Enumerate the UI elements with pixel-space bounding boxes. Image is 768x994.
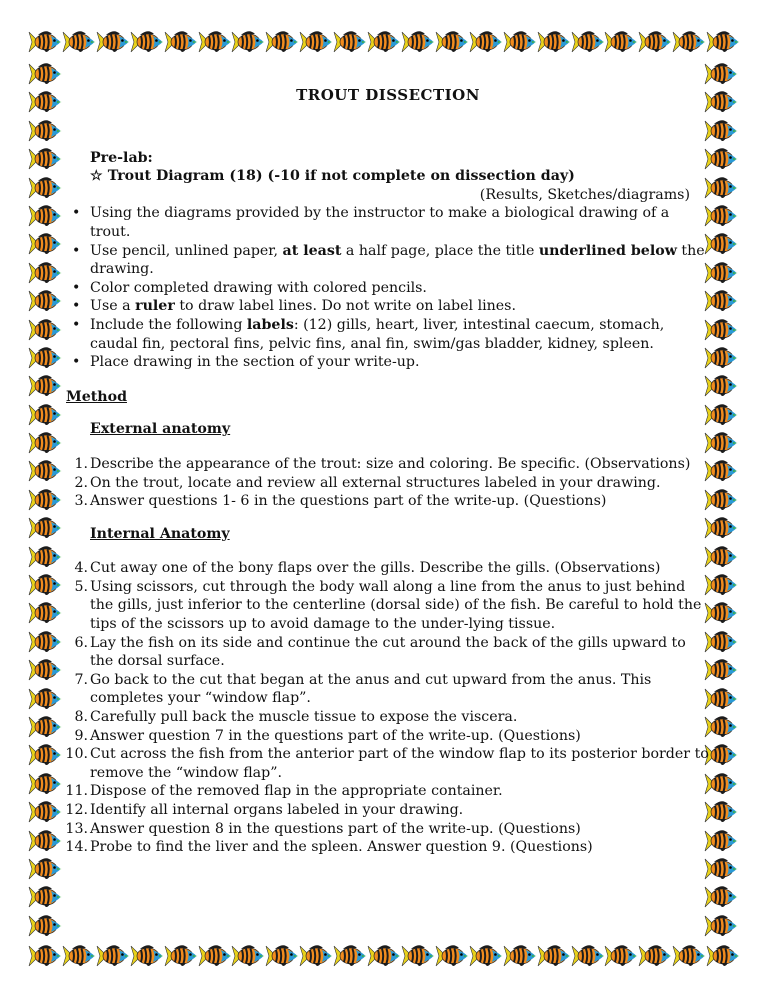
angelfish-icon	[604, 942, 638, 970]
angelfish-icon	[28, 741, 62, 769]
angelfish-icon	[28, 88, 62, 116]
angelfish-icon	[265, 942, 299, 970]
angelfish-icon	[367, 942, 401, 970]
bullet-emphasis: labels	[246, 316, 294, 333]
angelfish-icon	[28, 344, 62, 372]
angelfish-icon	[638, 28, 672, 56]
bullet-emphasis: underlined below	[538, 242, 677, 259]
bullet-text: Include the following	[90, 316, 247, 333]
angelfish-icon	[704, 912, 738, 940]
angelfish-icon	[28, 174, 62, 202]
step-number: 8.	[74, 709, 88, 726]
angelfish-icon	[28, 628, 62, 656]
angelfish-icon	[28, 457, 62, 485]
internal-steps-list	[66, 559, 710, 857]
step-item	[66, 492, 710, 511]
step-text: Go back to the cut that began at the anus and cut upward from the anus. This completes your “window flap”.	[90, 671, 652, 707]
angelfish-icon	[333, 28, 367, 56]
bullet-emphasis: at least	[282, 242, 342, 259]
angelfish-icon	[231, 942, 265, 970]
angelfish-icon	[503, 942, 537, 970]
angelfish-icon	[704, 883, 738, 911]
bullet-item	[66, 279, 710, 298]
prelab-heading: Pre-lab:	[90, 149, 153, 166]
angelfish-icon	[96, 28, 130, 56]
document-body	[66, 78, 710, 857]
bullet-text: a half page, place the title	[341, 242, 539, 259]
step-number: 6.	[74, 634, 88, 651]
angelfish-icon	[28, 259, 62, 287]
angelfish-icon	[164, 28, 198, 56]
angelfish-icon	[401, 942, 435, 970]
bullet-item	[66, 316, 710, 353]
angelfish-icon	[198, 28, 232, 56]
angelfish-icon	[28, 798, 62, 826]
step-text: Dispose of the removed flap in the appropriate container.	[90, 783, 503, 800]
step-number: 1.	[74, 455, 88, 472]
angelfish-icon	[706, 942, 740, 970]
angelfish-icon	[28, 571, 62, 599]
angelfish-icon	[28, 656, 62, 684]
star-icon: ☆	[90, 168, 103, 185]
angelfish-icon	[672, 942, 706, 970]
step-text: Answer question 7 in the questions part of the write-up. (Questions)	[90, 727, 581, 744]
angelfish-icon	[571, 28, 605, 56]
step-item	[66, 801, 710, 820]
angelfish-icon	[28, 685, 62, 713]
angelfish-icon	[469, 942, 503, 970]
prelab-bullet-list	[66, 204, 710, 371]
step-number: 14.	[65, 839, 88, 856]
step-text: Identify all internal organs labeled in your drawing.	[90, 802, 464, 818]
fish-border-left	[28, 60, 64, 940]
angelfish-icon	[62, 28, 96, 56]
angelfish-icon	[435, 28, 469, 56]
angelfish-icon	[299, 942, 333, 970]
step-item	[66, 708, 710, 727]
step-text: Answer questions 1- 6 in the questions part of the write-up. (Questions)	[90, 493, 607, 510]
step-item	[66, 559, 710, 578]
step-item	[66, 782, 710, 801]
bullet-text: the drawing.	[90, 242, 705, 278]
angelfish-icon	[28, 486, 62, 514]
bullet-item	[66, 353, 710, 372]
step-item	[66, 838, 710, 857]
angelfish-icon	[28, 145, 62, 173]
angelfish-icon	[638, 942, 672, 970]
step-text: Carefully pull back the muscle tissue to expose the viscera.	[90, 709, 518, 726]
bullet-item	[66, 297, 710, 316]
angelfish-icon	[28, 543, 62, 571]
angelfish-icon	[130, 942, 164, 970]
step-text: Lay the fish on its side and continue the cut around the back of the gills upward to the dorsal surface.	[90, 634, 686, 670]
angelfish-icon	[28, 883, 62, 911]
angelfish-icon	[28, 713, 62, 741]
step-number: 10.	[65, 746, 88, 763]
step-number: 5.	[74, 578, 88, 595]
angelfish-icon	[28, 770, 62, 798]
bullet-text: Place drawing in the section of your write-up.	[90, 354, 420, 371]
fish-border-bottom	[28, 942, 740, 974]
angelfish-icon	[231, 28, 265, 56]
step-item	[66, 474, 710, 493]
angelfish-icon	[28, 287, 62, 315]
step-number: 4.	[74, 560, 88, 577]
angelfish-icon	[706, 28, 740, 56]
external-steps-list	[66, 455, 710, 511]
angelfish-icon	[28, 514, 62, 542]
step-item	[66, 727, 710, 746]
angelfish-icon	[672, 28, 706, 56]
step-text: Answer question 8 in the questions part of the write-up. (Questions)	[90, 820, 581, 837]
angelfish-icon	[28, 372, 62, 400]
angelfish-icon	[198, 942, 232, 970]
angelfish-icon	[130, 28, 164, 56]
method-heading: Method	[66, 388, 127, 405]
angelfish-icon	[571, 942, 605, 970]
angelfish-icon	[28, 28, 62, 56]
step-number: 7.	[74, 671, 88, 688]
internal-anatomy-heading: Internal Anatomy	[90, 525, 230, 542]
angelfish-icon	[164, 942, 198, 970]
angelfish-icon	[28, 827, 62, 855]
angelfish-icon	[96, 942, 130, 970]
external-anatomy-heading: External anatomy	[90, 421, 231, 438]
step-item	[66, 745, 710, 782]
angelfish-icon	[401, 28, 435, 56]
step-text: Probe to find the liver and the spleen. Answer question 9. (Questions)	[90, 839, 593, 856]
page-title: TROUT DISSECTION	[296, 86, 480, 104]
step-text: On the trout, locate and review all external structures labeled in your drawing.	[90, 474, 661, 491]
angelfish-icon	[704, 855, 738, 883]
angelfish-icon	[435, 942, 469, 970]
bullet-text: : (12) gills, heart, liver, intestinal caecum, stomach, caudal fin, pectoral fins, pelvic fins, anal fin, swim/gas bladder, kidney, spleen.	[90, 316, 665, 352]
angelfish-icon	[28, 316, 62, 344]
bullet-emphasis: ruler	[135, 298, 175, 315]
angelfish-icon	[28, 60, 62, 88]
bullet-text: Use pencil, unlined paper,	[90, 242, 283, 259]
step-number: 2.	[74, 474, 88, 491]
step-number: 13.	[65, 820, 88, 837]
angelfish-icon	[503, 28, 537, 56]
angelfish-icon	[28, 401, 62, 429]
step-item	[66, 455, 710, 474]
angelfish-icon	[62, 942, 96, 970]
step-item	[66, 578, 710, 634]
angelfish-icon	[28, 202, 62, 230]
angelfish-icon	[28, 912, 62, 940]
bullet-text: Use a	[90, 298, 136, 315]
angelfish-icon	[28, 599, 62, 627]
step-item	[66, 634, 710, 671]
angelfish-icon	[537, 28, 571, 56]
step-number: 12.	[65, 802, 88, 818]
angelfish-icon	[367, 28, 401, 56]
step-number: 11.	[65, 783, 88, 800]
step-text: Cut across the fish from the anterior part of the window flap to its posterior border to remove the “window flap”.	[90, 746, 709, 781]
angelfish-icon	[537, 942, 571, 970]
trout-diagram-label: Trout Diagram (18) (-10 if not complete on dissection day)	[107, 168, 575, 185]
angelfish-icon	[28, 855, 62, 883]
angelfish-icon	[28, 117, 62, 145]
results-note: (Results, Sketches/diagrams)	[479, 186, 690, 203]
step-number: 9.	[74, 727, 88, 744]
angelfish-icon	[28, 429, 62, 457]
angelfish-icon	[28, 942, 62, 970]
step-text: Describe the appearance of the trout: size and coloring. Be specific. (Observations)	[90, 455, 691, 472]
step-item	[66, 820, 710, 839]
bullet-text: to draw label lines. Do not write on label lines.	[174, 298, 516, 315]
bullet-text: Using the diagrams provided by the instructor to make a biological drawing of a trout.	[90, 205, 670, 240]
bullet-item	[66, 204, 710, 241]
step-item	[66, 671, 710, 708]
step-text: Cut away one of the bony flaps over the gills. Describe the gills. (Observations)	[90, 560, 661, 577]
angelfish-icon	[265, 28, 299, 56]
bullet-item	[66, 242, 710, 279]
step-number: 3.	[74, 493, 88, 510]
fish-border-top	[28, 28, 740, 60]
angelfish-icon	[299, 28, 333, 56]
trout-diagram-line	[66, 167, 710, 186]
angelfish-icon	[469, 28, 503, 56]
step-text: Using scissors, cut through the body wall along a line from the anus to just behind the gills, just inferior to the centerline (dorsal side) of the fish. Be careful to hold the tips of the scissors up to avoid damage to the under-lying tissue.	[90, 578, 702, 633]
angelfish-icon	[333, 942, 367, 970]
angelfish-icon	[28, 230, 62, 258]
angelfish-icon	[604, 28, 638, 56]
bullet-text: Color completed drawing with colored pencils.	[90, 279, 427, 296]
